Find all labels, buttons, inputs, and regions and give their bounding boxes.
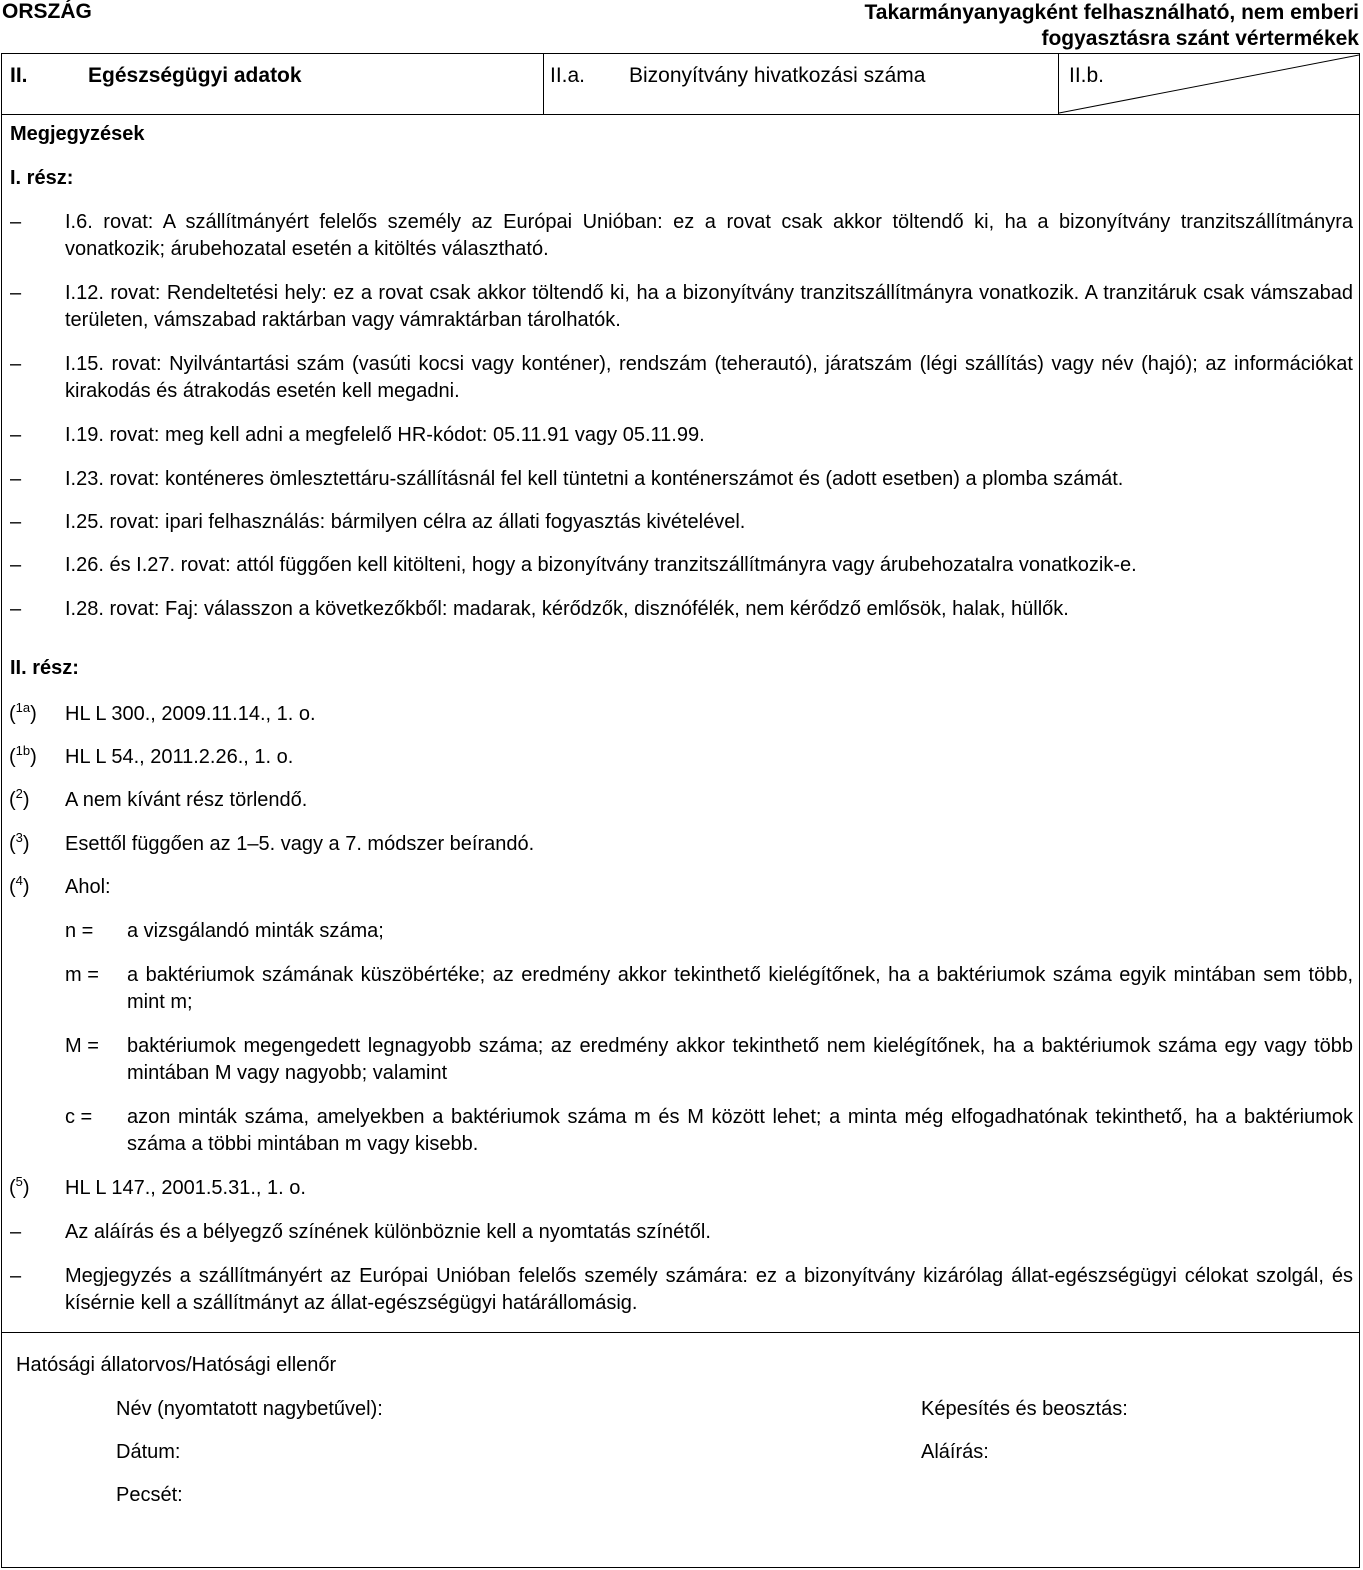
reference-label: Bizonyítvány hivatkozási száma (629, 64, 926, 87)
dash-bullet: – (10, 1221, 22, 1243)
notes-heading: Megjegyzések (10, 123, 145, 145)
part1-item-text: I.19. rovat: meg kell adni a megfelelő HR-kódot: 05.11.91 vagy 05.11.99. (65, 424, 705, 446)
document-title-line2: fogyasztásra szánt vértermékek (1041, 27, 1359, 50)
signature-section (2, 1332, 1359, 1567)
definition-key: m = (65, 964, 99, 986)
certificate-frame (1, 53, 1360, 1568)
definition-text: a baktériumok számának küszöbértéke; az eredmény akkor tekinthető kielégítőnek, ha a baktériumok száma egyik mintában sem több, mint m; (127, 964, 1353, 1013)
dash-bullet: – (10, 598, 22, 620)
footnote-marker: ($^4$) (9, 873, 30, 898)
footnote-text: Esettől függően az 1–5. vagy a 7. módszer beírandó. (65, 833, 535, 855)
footnote-mark: 4 (15, 873, 23, 888)
reference-number: II.a. (550, 64, 586, 87)
footnote-text: HL L 54., 2011.2.26., 1. o. (65, 746, 294, 768)
dash-bullet: – (10, 554, 22, 576)
footnote-text: A nem kívánt rész törlendő. (65, 789, 308, 811)
country-label: ORSZÁG (2, 0, 92, 23)
footnote-text: HL L 300., 2009.11.14., 1. o. (65, 703, 316, 725)
section-number: II. (10, 64, 28, 87)
footnote-marker: ($^{1b}$) (9, 743, 37, 768)
section-cell (2, 54, 544, 114)
section-label: Egészségügyi adatok (88, 64, 302, 87)
name-label: Név (nyomtatott nagybetűvel): (116, 1398, 383, 1420)
part1-item-text: I.28. rovat: Faj: válasszon a következőkből: madarak, kérődzők, disznófélék, nem kérődző emlősök, halak, hüllők. (65, 598, 1069, 620)
date-label: Dátum: (116, 1441, 181, 1463)
notes-section (2, 114, 1359, 1333)
part1-item-text: I.25. rovat: ipari felhasználás: bármilyen célra az állati fogyasztás kivételével. (65, 511, 746, 533)
document-title-line1: Takarmányanyagként felhasználható, nem emberi (864, 1, 1359, 24)
definition-text: baktériumok megengedett legnagyobb száma; az eredmény akkor tekinthető nem kielégítőnek, ha a baktériumok száma egy vagy több mintában M vagy nagyobb; valamint (127, 1035, 1353, 1084)
official-title: Hatósági állatorvos/Hatósági ellenőr (16, 1354, 337, 1376)
footnote-mark: 1b (15, 743, 31, 758)
footnote-marker: ($^{1a}$) (9, 700, 37, 725)
closing-item-text: Az aláírás és a bélyegző színének különböznie kell a nyomtatás színétől. (65, 1221, 711, 1243)
footnote-marker: ($^5$) (9, 1174, 30, 1199)
footnote-marker: ($^2$) (9, 786, 30, 811)
footnote-text: Ahol: (65, 876, 111, 898)
dash-bullet: – (10, 282, 22, 304)
dash-bullet: – (10, 1265, 22, 1287)
footnote-mark: 1a (15, 700, 31, 715)
reference-cell (544, 54, 1059, 114)
footnote-text: HL L 147., 2001.5.31., 1. o. (65, 1177, 306, 1199)
dash-bullet: – (10, 511, 22, 533)
part1-item-text: I.23. rovat: konténeres ömlesztettáru-szállításnál fel kell tüntetni a konténerszámot és (adott esetben) a plomba számát. (65, 468, 1124, 490)
dash-bullet: – (10, 468, 22, 490)
definition-key: n = (65, 920, 94, 942)
definition-text: azon minták száma, amelyekben a baktériumok száma m és M között lehet; a minta még elfogadhatónak tekinthető, ha a baktériumok száma a többi mintában m vagy kisebb. (127, 1106, 1353, 1155)
part2-label: II. rész: (10, 657, 79, 679)
signature-label: Aláírás: (921, 1441, 989, 1463)
definition-key: M = (65, 1035, 99, 1057)
document-title (659, 0, 1359, 52)
local-reference-number: II.b. (1069, 64, 1105, 87)
part1-label: I. rész: (10, 167, 74, 189)
footnote-mark: 5 (15, 1174, 23, 1189)
part1-item-text: I.12. rovat: Rendeltetési hely: ez a rovat csak akkor töltendő ki, ha a bizonyítvány tranzitszállítmányra vonatkozik. A tranzitáruk csak vámszabad területen, vámszabad raktárban vagy vámraktárban tárolhatók. (65, 282, 1353, 331)
dash-bullet: – (10, 353, 22, 375)
closing-item-text: Megjegyzés a szállítmányért az Európai Unióban felelős személy számára: ez a bizonyítvány kizárólag állat-egészségügyi célokat szolgál, és kísérnie kell a szállítmányt az állat-egészségügyi határállomásig. (65, 1265, 1353, 1314)
dash-bullet: – (10, 211, 22, 233)
local-reference-cell (1059, 54, 1359, 114)
definition-key: c = (65, 1106, 93, 1128)
footnote-mark: 2 (15, 786, 23, 801)
qualification-label: Képesítés és beosztás: (921, 1398, 1128, 1420)
part1-item-text: I.15. rovat: Nyilvántartási szám (vasúti kocsi vagy konténer), rendszám (teherautó), járatszám (légi szállítás) vagy név (hajó); az információkat kirakodás és átrakodás esetén kell megadni. (65, 353, 1353, 402)
diagonal-strike-line (1059, 54, 1359, 114)
part1-item-text: I.6. rovat: A szállítmányért felelős személy az Európai Unióban: ez a rovat csak akkor töltendő ki, ha a bizonyítvány tranzitszállítmányra vonatkozik; árubehozatal esetén a kitöltés választható. (65, 211, 1353, 260)
dash-bullet: – (10, 424, 22, 446)
part1-item-text: I.26. és I.27. rovat: attól függően kell kitölteni, hogy a bizonyítvány tranzitszállítmányra vagy árubehozatalra vonatkozik-e. (65, 554, 1137, 576)
footnote-marker: ($^3$) (9, 830, 30, 855)
stamp-label: Pecsét: (116, 1484, 183, 1506)
footnote-mark: 3 (15, 830, 23, 845)
section-header-row (2, 54, 1359, 115)
definition-text: a vizsgálandó minták száma; (127, 920, 384, 942)
